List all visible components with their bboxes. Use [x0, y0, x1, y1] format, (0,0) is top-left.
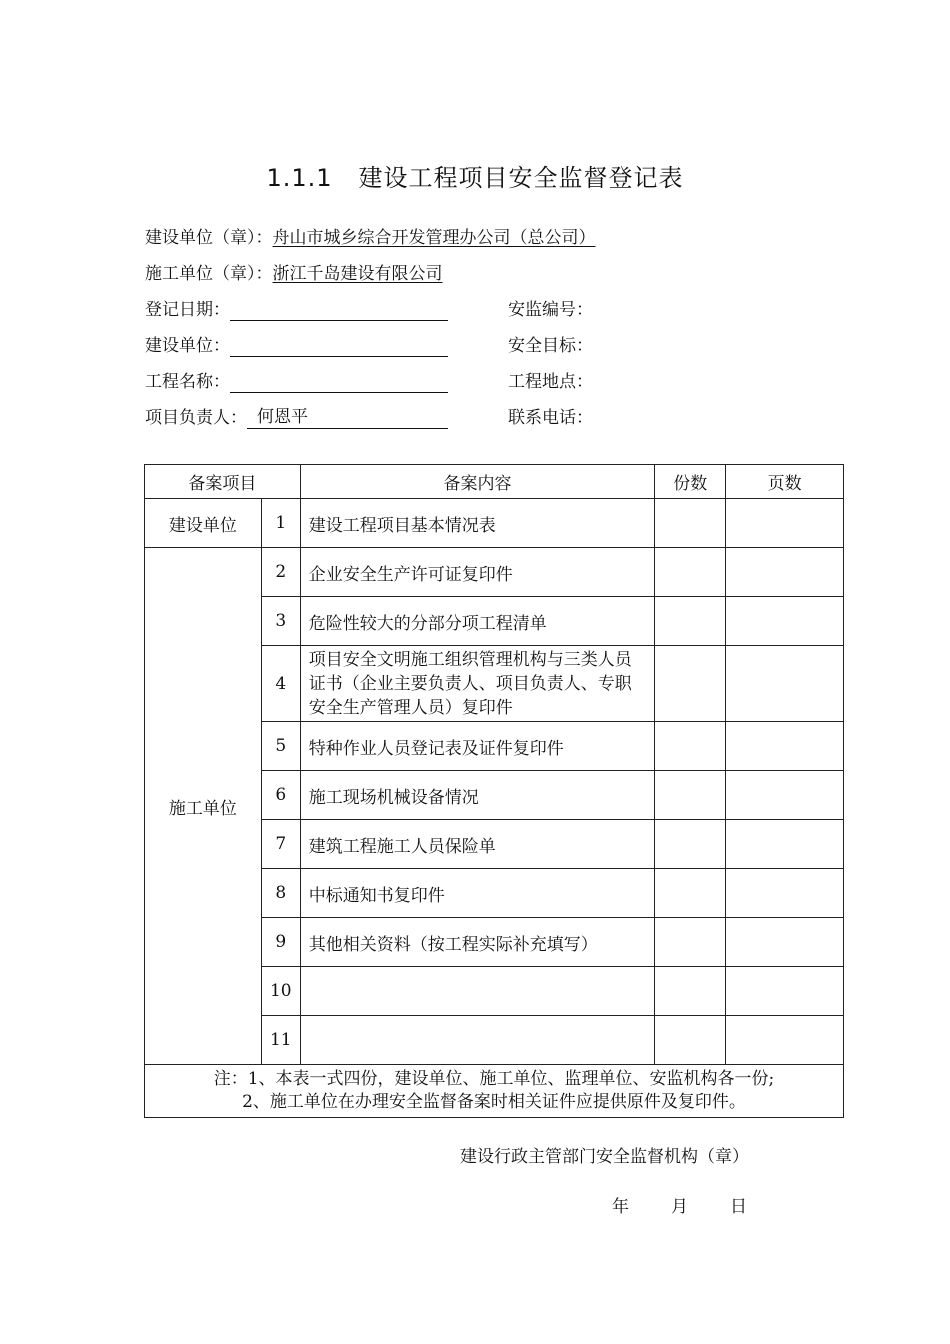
copies-cell[interactable]: [655, 771, 726, 820]
copies-cell[interactable]: [655, 820, 726, 869]
header-content: 备案内容: [300, 465, 654, 499]
title-number: 1.1.1: [266, 164, 333, 192]
safety-no-label: 安监编号：: [508, 300, 593, 320]
row-number: 5: [261, 722, 300, 771]
row-content: 建筑工程施工人员保险单: [300, 820, 654, 869]
pages-cell[interactable]: [726, 499, 844, 548]
row-content: 中标通知书复印件: [300, 869, 654, 918]
row-number: 3: [261, 597, 300, 646]
phone-label: 联系电话：: [508, 408, 593, 428]
row-content: 建设工程项目基本情况表: [300, 499, 654, 548]
pages-cell[interactable]: [726, 646, 844, 722]
row-number: 2: [261, 548, 300, 597]
row-number: 10: [261, 967, 300, 1016]
reg-date-label: 登记日期：: [145, 300, 230, 320]
manager-row: [145, 407, 448, 429]
row-content: 特种作业人员登记表及证件复印件: [300, 722, 654, 771]
construction-unit-value: 舟山市城乡综合开发管理办公司（总公司）: [272, 228, 596, 248]
build-unit-field[interactable]: [230, 338, 448, 357]
table-row: [145, 499, 844, 548]
pages-cell[interactable]: [726, 771, 844, 820]
row-content[interactable]: [300, 1016, 654, 1065]
title-text: 建设工程项目安全监督登记表: [358, 164, 684, 192]
project-site-label: 工程地点：: [508, 372, 593, 392]
pages-cell[interactable]: [726, 967, 844, 1016]
builder-unit-label: 施工单位（章）：: [145, 264, 273, 284]
copies-cell[interactable]: [655, 1016, 726, 1065]
copies-cell[interactable]: [655, 548, 726, 597]
group-builder-unit: 施工单位: [145, 548, 262, 1065]
date-month-label: 月: [671, 1197, 688, 1217]
record-table: [144, 464, 844, 1118]
row-number: 9: [261, 918, 300, 967]
row-number: 11: [261, 1016, 300, 1065]
project-name-label: 工程名称：: [145, 372, 230, 392]
pages-cell[interactable]: [726, 548, 844, 597]
row-number: 1: [261, 499, 300, 548]
copies-cell[interactable]: [655, 918, 726, 967]
row-content: 其他相关资料（按工程实际补充填写）: [300, 918, 654, 967]
row-number: 7: [261, 820, 300, 869]
construction-unit-label: 建设单位（章）：: [145, 228, 273, 248]
pages-cell[interactable]: [726, 722, 844, 771]
reg-date-row: [145, 299, 448, 321]
authority-seal-label: 建设行政主管部门安全监督机构（章）: [460, 1147, 749, 1167]
build-unit-label: 建设单位：: [145, 336, 230, 356]
copies-cell[interactable]: [655, 646, 726, 722]
reg-date-field[interactable]: [230, 302, 448, 321]
table-row: [145, 548, 844, 597]
pages-cell[interactable]: [726, 597, 844, 646]
pages-cell[interactable]: [726, 869, 844, 918]
table-note: [145, 1065, 844, 1118]
header-item: 备案项目: [145, 465, 301, 499]
header-pages: 页数: [726, 465, 844, 499]
copies-cell[interactable]: [655, 597, 726, 646]
date-year-label: 年: [612, 1197, 629, 1217]
copies-cell[interactable]: [655, 499, 726, 548]
page-title: [0, 158, 950, 193]
row-content: 项目安全文明施工组织管理机构与三类人员证书（企业主要负责人、项目负责人、专职安全生产管理人员）复印件: [300, 646, 654, 722]
row-number: 4: [261, 646, 300, 722]
row-number: 8: [261, 869, 300, 918]
note-row: [145, 1065, 844, 1118]
note-line-1: 注：1、本表一式四份，建设单位、施工单位、监理单位、安监机构各一份;: [213, 1069, 775, 1089]
header-copies: 份数: [655, 465, 726, 499]
note-line-2: 2、施工单位在办理安全监督备案时相关证件应提供原件及复印件。: [242, 1092, 746, 1112]
safety-target-label: 安全目标：: [508, 336, 593, 356]
project-name-row: [145, 371, 448, 393]
construction-unit-row: [145, 227, 596, 249]
pages-cell[interactable]: [726, 820, 844, 869]
builder-unit-value: 浙江千岛建设有限公司: [272, 264, 443, 284]
copies-cell[interactable]: [655, 722, 726, 771]
build-unit-row: [145, 335, 448, 357]
group-build-unit: 建设单位: [145, 499, 262, 548]
project-name-field[interactable]: [230, 374, 448, 393]
pages-cell[interactable]: [726, 1016, 844, 1065]
row-content: 企业安全生产许可证复印件: [300, 548, 654, 597]
pages-cell[interactable]: [726, 918, 844, 967]
row-content[interactable]: [300, 967, 654, 1016]
row-number: 6: [261, 771, 300, 820]
table-header-row: [145, 465, 844, 499]
row-content: 施工现场机械设备情况: [300, 771, 654, 820]
manager-field[interactable]: 何恩平: [247, 410, 448, 429]
copies-cell[interactable]: [655, 869, 726, 918]
date-day-label: 日: [730, 1197, 747, 1217]
manager-label: 项目负责人：: [145, 408, 247, 428]
copies-cell[interactable]: [655, 967, 726, 1016]
row-content: 危险性较大的分部分项工程清单: [300, 597, 654, 646]
builder-unit-row: [145, 263, 443, 285]
